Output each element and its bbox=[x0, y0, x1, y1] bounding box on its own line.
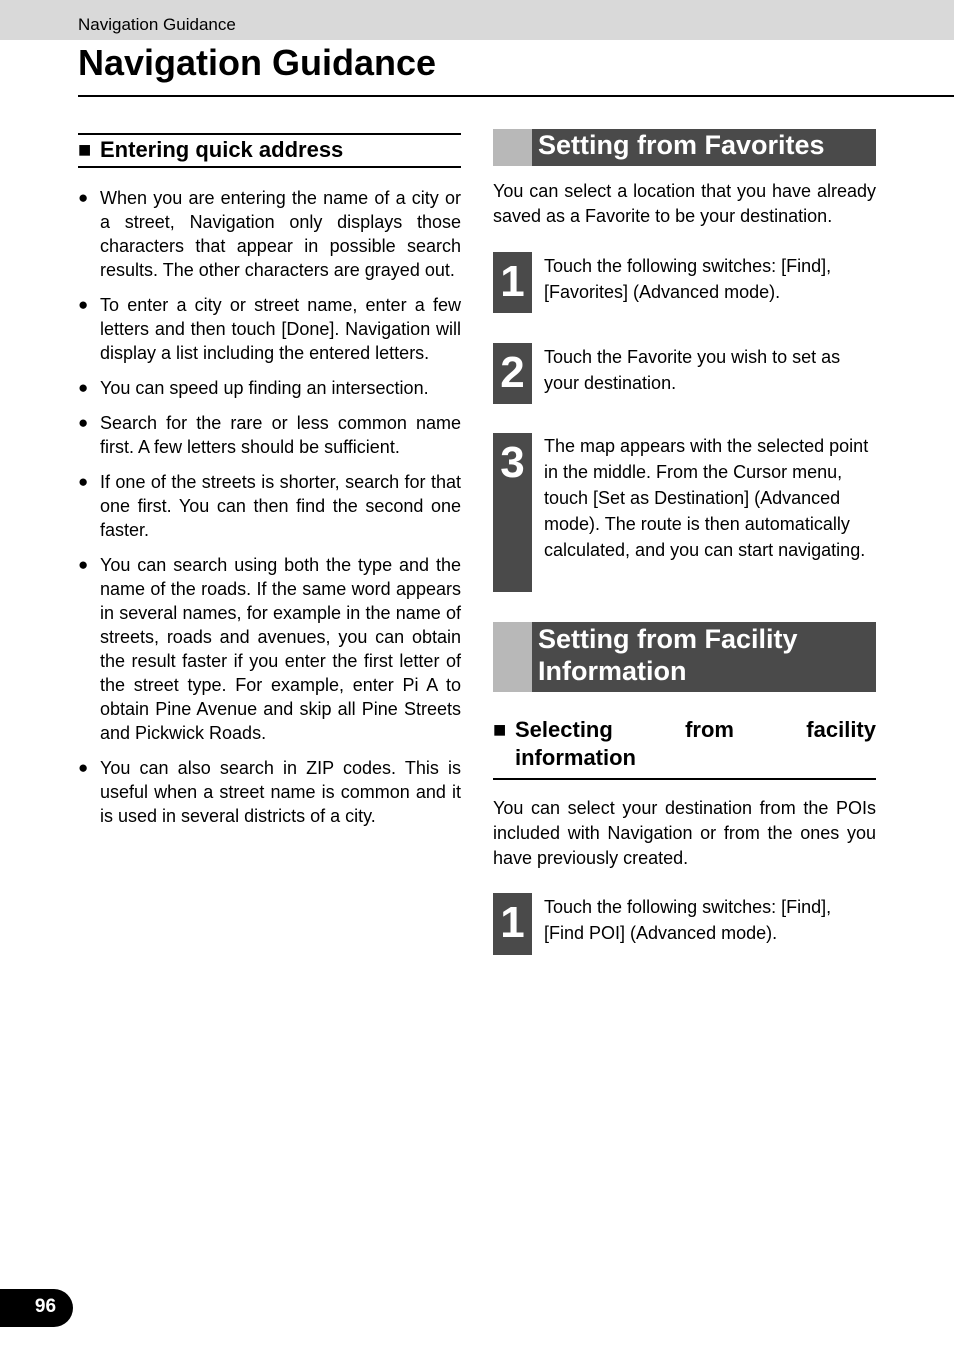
bullet-dot-icon: ● bbox=[78, 555, 89, 574]
list-item: ● You can also search in ZIP codes. This is useful when a street name is common and it is used in several districts of a city. bbox=[78, 758, 461, 826]
step-number: 1 bbox=[493, 893, 532, 955]
title-divider bbox=[78, 95, 954, 97]
list-item: ● You can speed up finding an intersection. bbox=[78, 378, 429, 398]
facility-subheading bbox=[493, 716, 876, 780]
bullet-dot-icon: ● bbox=[78, 378, 89, 397]
facility-heading-line1: Setting from Facility bbox=[538, 624, 798, 654]
bullet-dot-icon: ● bbox=[78, 413, 89, 432]
page-title: Navigation Guidance bbox=[78, 42, 437, 83]
page-number: 96 bbox=[0, 1289, 73, 1327]
list-item: ● If one of the streets is shorter, search for that one first. You can then find the second one faster. bbox=[78, 472, 461, 540]
favorites-section-heading bbox=[493, 129, 876, 166]
list-item: ● When you are entering the name of a city or a street, Navigation only displays those characters that appear in possible search results. The other characters are grayed out. bbox=[78, 188, 461, 280]
quick-address-heading-text: Entering quick address bbox=[100, 137, 344, 162]
quick-address-heading bbox=[78, 133, 461, 168]
header-band bbox=[0, 0, 954, 40]
favorites-step-2: 2 Touch the Favorite you wish to set as your destination. bbox=[493, 343, 876, 404]
list-item: ● To enter a city or street name, enter a few letters and then touch [Done]. Navigation will display a list including the entered letters. bbox=[78, 295, 461, 363]
facility-intro: You can select your destination from the POIs included with Navigation or from the ones you have previously created. bbox=[493, 798, 876, 868]
bullet-dot-icon: ● bbox=[78, 295, 89, 314]
list-item: ● You can search using both the type and the name of the roads. If the same word appears in several names, for example in the name of streets, roads and avenues, you can obtain the result faster if you enter the first letter of the street type. For example, enter Pi A to obtain Pine Avenue and skip all Pine Streets and Pickwick Roads. bbox=[78, 555, 461, 743]
facility-step-1: 1 Touch the following switches: [Find], [Find POI] (Advanced mode). bbox=[493, 893, 876, 955]
facility-section-heading bbox=[493, 622, 876, 692]
facility-heading-line2: Information bbox=[538, 656, 687, 686]
favorites-step-1: 1 Touch the following switches: [Find], [Favorites] (Advanced mode). bbox=[493, 252, 876, 313]
quick-address-list bbox=[78, 186, 461, 828]
facility-subheading-line1: Selecting from facility bbox=[515, 717, 876, 742]
breadcrumb: Navigation Guidance bbox=[78, 15, 236, 34]
favorites-intro: You can select a location that you have already saved as a Favorite to be your destination. bbox=[493, 181, 876, 226]
square-bullet-icon: ■ bbox=[78, 137, 92, 162]
step-number: 3 bbox=[493, 433, 532, 592]
step-number: 1 bbox=[493, 252, 532, 313]
facility-subheading-line2: information bbox=[515, 745, 636, 770]
favorites-step-3: 3 The map appears with the selected point in the middle. From the Cursor menu, touch [Set as Destination] (Advanced mode). The route is then automatically calculated, and you can start navigating. bbox=[493, 433, 876, 592]
square-bullet-icon: ■ bbox=[493, 717, 507, 742]
favorites-heading-text: Setting from Favorites bbox=[538, 130, 825, 160]
left-column bbox=[78, 133, 461, 839]
section-tab bbox=[493, 129, 532, 166]
step-number: 2 bbox=[493, 343, 532, 404]
bullet-dot-icon: ● bbox=[78, 188, 89, 207]
right-column bbox=[493, 129, 876, 955]
bullet-dot-icon: ● bbox=[78, 472, 89, 491]
bullet-dot-icon: ● bbox=[78, 758, 89, 777]
list-item: ● Search for the rare or less common name first. A few letters should be sufficient. bbox=[78, 413, 461, 457]
section-tab bbox=[493, 622, 532, 692]
